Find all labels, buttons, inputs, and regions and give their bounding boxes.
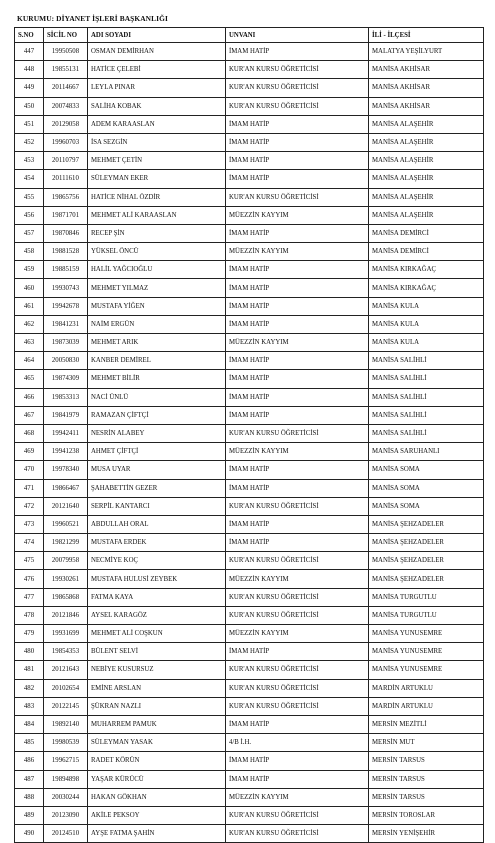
cell-title: İMAM HATİP (226, 224, 369, 242)
table-row (15, 133, 484, 151)
cell-title: İMAM HATİP (226, 115, 369, 133)
cell-location: MANİSA KULA (369, 334, 484, 352)
table-row (15, 424, 484, 442)
cell-no: 483 (15, 697, 44, 715)
cell-sicil: 19978340 (44, 461, 88, 479)
cell-name: İSA SEZGİN (88, 133, 226, 151)
cell-title: İMAM HATİP (226, 515, 369, 533)
table-row (15, 715, 484, 733)
cell-sicil: 19865868 (44, 588, 88, 606)
cell-location: MANİSA DEMİRCİ (369, 243, 484, 261)
cell-sicil: 19873039 (44, 334, 88, 352)
cell-no: 467 (15, 406, 44, 424)
table-row (15, 788, 484, 806)
cell-sicil: 19930261 (44, 570, 88, 588)
cell-sicil: 19942678 (44, 297, 88, 315)
cell-no: 478 (15, 606, 44, 624)
cell-title: İMAM HATİP (226, 43, 369, 61)
cell-title: KUR'AN KURSU ÖĞRETİCİSİ (226, 806, 369, 824)
cell-no: 452 (15, 133, 44, 151)
table-row (15, 43, 484, 61)
cell-location: MERSİN YENİŞEHİR (369, 825, 484, 843)
table-row (15, 825, 484, 843)
cell-sicil: 19854353 (44, 643, 88, 661)
cell-title: MÜEZZİN KAYYIM (226, 334, 369, 352)
cell-title: KUR'AN KURSU ÖĞRETİCİSİ (226, 697, 369, 715)
cell-name: ABDULLAH ORAL (88, 515, 226, 533)
cell-name: MEHMET ÇETİN (88, 152, 226, 170)
cell-location: MANİSA AKHİSAR (369, 97, 484, 115)
cell-location: MANİSA SARUHANLI (369, 443, 484, 461)
cell-no: 475 (15, 552, 44, 570)
cell-title: İMAM HATİP (226, 406, 369, 424)
cell-location: MANİSA SALİHLİ (369, 424, 484, 442)
cell-no: 450 (15, 97, 44, 115)
cell-sicil: 19962715 (44, 752, 88, 770)
cell-no: 490 (15, 825, 44, 843)
cell-title: İMAM HATİP (226, 770, 369, 788)
cell-title: MÜEZZİN KAYYIM (226, 625, 369, 643)
cell-sicil: 19960521 (44, 515, 88, 533)
table-row (15, 552, 484, 570)
table-row (15, 334, 484, 352)
cell-title: KUR'AN KURSU ÖĞRETİCİSİ (226, 552, 369, 570)
cell-name: LEYLA PINAR (88, 79, 226, 97)
table-body (15, 43, 484, 843)
cell-name: YÜKSEL ÖNCÜ (88, 243, 226, 261)
cell-no: 461 (15, 297, 44, 315)
cell-title: KUR'AN KURSU ÖĞRETİCİSİ (226, 97, 369, 115)
cell-no: 474 (15, 534, 44, 552)
cell-title: KUR'AN KURSU ÖĞRETİCİSİ (226, 679, 369, 697)
cell-no: 468 (15, 424, 44, 442)
table-row (15, 406, 484, 424)
cell-name: MEHMET BİLİR (88, 370, 226, 388)
cell-name: EMİNE ARSLAN (88, 679, 226, 697)
cell-location: MERSİN TARSUS (369, 788, 484, 806)
cell-location: MANİSA SALİHLİ (369, 370, 484, 388)
cell-no: 480 (15, 643, 44, 661)
cell-no: 489 (15, 806, 44, 824)
cell-title: MÜEZZİN KAYYIM (226, 570, 369, 588)
cell-sicil: 19865756 (44, 188, 88, 206)
cell-no: 482 (15, 679, 44, 697)
cell-sicil: 20079958 (44, 552, 88, 570)
table-row (15, 388, 484, 406)
cell-sicil: 19980539 (44, 734, 88, 752)
cell-location: MANİSA YUNUSEMRE (369, 661, 484, 679)
cell-sicil: 19821299 (44, 534, 88, 552)
cell-name: SALİHA KOBAK (88, 97, 226, 115)
cell-location: MANİSA YUNUSEMRE (369, 625, 484, 643)
cell-sicil: 19885159 (44, 261, 88, 279)
cell-name: AKİLE PEKSOY (88, 806, 226, 824)
cell-name: HALİL YAĞCIOĞLU (88, 261, 226, 279)
cell-name: RAMAZAN ÇİFTÇİ (88, 406, 226, 424)
cell-location: MANİSA ŞEHZADELER (369, 534, 484, 552)
cell-no: 456 (15, 206, 44, 224)
cell-title: 4/B İ.H. (226, 734, 369, 752)
column-header-name: ADI SOYADI (88, 28, 226, 43)
cell-title: İMAM HATİP (226, 297, 369, 315)
cell-title: KUR'AN KURSU ÖĞRETİCİSİ (226, 588, 369, 606)
table-row (15, 606, 484, 624)
cell-no: 486 (15, 752, 44, 770)
cell-name: NAİM ERGÜN (88, 315, 226, 333)
column-header-title: UNVANI (226, 28, 369, 43)
cell-title: KUR'AN KURSU ÖĞRETİCİSİ (226, 424, 369, 442)
cell-sicil: 20111610 (44, 170, 88, 188)
column-header-no: S.NO (15, 28, 44, 43)
table-row (15, 261, 484, 279)
cell-title: İMAM HATİP (226, 352, 369, 370)
cell-name: ŞÜKRAN NAZLI (88, 697, 226, 715)
cell-no: 460 (15, 279, 44, 297)
cell-no: 465 (15, 370, 44, 388)
cell-no: 455 (15, 188, 44, 206)
cell-location: MANİSA AKHİSAR (369, 79, 484, 97)
cell-no: 464 (15, 352, 44, 370)
cell-location: MANİSA ALAŞEHİR (369, 188, 484, 206)
cell-no: 469 (15, 443, 44, 461)
cell-location: MANİSA ŞEHZADELER (369, 515, 484, 533)
table-row (15, 770, 484, 788)
cell-location: MANİSA KULA (369, 297, 484, 315)
cell-title: İMAM HATİP (226, 715, 369, 733)
table-row (15, 279, 484, 297)
cell-sicil: 19950508 (44, 43, 88, 61)
table-row (15, 243, 484, 261)
cell-location: MANİSA ALAŞEHİR (369, 170, 484, 188)
cell-title: İMAM HATİP (226, 261, 369, 279)
table-row (15, 697, 484, 715)
cell-no: 472 (15, 497, 44, 515)
cell-sicil: 19930743 (44, 279, 88, 297)
table-row (15, 152, 484, 170)
cell-sicil: 20050830 (44, 352, 88, 370)
cell-name: MUHARREM PAMUK (88, 715, 226, 733)
cell-name: SÜLEYMAN YASAK (88, 734, 226, 752)
cell-title: İMAM HATİP (226, 461, 369, 479)
cell-title: KUR'AN KURSU ÖĞRETİCİSİ (226, 188, 369, 206)
cell-location: MANİSA YUNUSEMRE (369, 643, 484, 661)
cell-title: İMAM HATİP (226, 752, 369, 770)
cell-title: KUR'AN KURSU ÖĞRETİCİSİ (226, 606, 369, 624)
table-row (15, 515, 484, 533)
table-row (15, 370, 484, 388)
cell-title: İMAM HATİP (226, 643, 369, 661)
cell-no: 485 (15, 734, 44, 752)
table-header-row (15, 28, 484, 43)
cell-name: YAŞAR KÜRÜCÜ (88, 770, 226, 788)
table-row (15, 97, 484, 115)
institution-heading: KURUMU: DİYANET İŞLERİ BAŞKANLIĞI (17, 14, 168, 23)
cell-title: İMAM HATİP (226, 279, 369, 297)
cell-sicil: 19871701 (44, 206, 88, 224)
cell-title: KUR'AN KURSU ÖĞRETİCİSİ (226, 61, 369, 79)
cell-location: MANİSA SALİHLİ (369, 388, 484, 406)
table-row (15, 224, 484, 242)
cell-name: AHMET ÇİFTÇİ (88, 443, 226, 461)
table-row (15, 115, 484, 133)
cell-name: MUSA UYAR (88, 461, 226, 479)
cell-no: 454 (15, 170, 44, 188)
column-header-sicil: SİCİL NO (44, 28, 88, 43)
cell-name: MUSTAFA HULUSİ ZEYBEK (88, 570, 226, 588)
cell-no: 479 (15, 625, 44, 643)
cell-no: 457 (15, 224, 44, 242)
cell-sicil: 19866467 (44, 479, 88, 497)
table-row (15, 661, 484, 679)
cell-name: NECMİYE KOÇ (88, 552, 226, 570)
cell-sicil: 19931699 (44, 625, 88, 643)
cell-name: NEBİYE KUSURSUZ (88, 661, 226, 679)
cell-title: MÜEZZİN KAYYIM (226, 206, 369, 224)
cell-name: MEHMET ARIK (88, 334, 226, 352)
cell-sicil: 19870846 (44, 224, 88, 242)
cell-name: FATMA KAYA (88, 588, 226, 606)
cell-location: MANİSA ALAŞEHİR (369, 115, 484, 133)
cell-sicil: 19855131 (44, 61, 88, 79)
cell-name: ŞAHABETTİN GEZER (88, 479, 226, 497)
column-header-location: İLİ - İLÇESİ (369, 28, 484, 43)
cell-location: MANİSA ŞEHZADELER (369, 570, 484, 588)
cell-sicil: 19941238 (44, 443, 88, 461)
cell-sicil: 20124510 (44, 825, 88, 843)
table-row (15, 188, 484, 206)
table-row (15, 79, 484, 97)
cell-no: 477 (15, 588, 44, 606)
cell-location: MERSİN MEZİTLİ (369, 715, 484, 733)
cell-sicil: 19841231 (44, 315, 88, 333)
cell-location: MANİSA SALİHLİ (369, 352, 484, 370)
cell-no: 449 (15, 79, 44, 97)
cell-name: RADET KÖRÜN (88, 752, 226, 770)
cell-title: KUR'AN KURSU ÖĞRETİCİSİ (226, 79, 369, 97)
cell-no: 473 (15, 515, 44, 533)
table-row (15, 352, 484, 370)
cell-location: MANİSA SOMA (369, 479, 484, 497)
table-row (15, 170, 484, 188)
table-row (15, 734, 484, 752)
cell-title: İMAM HATİP (226, 152, 369, 170)
table-row (15, 806, 484, 824)
cell-no: 462 (15, 315, 44, 333)
cell-no: 476 (15, 570, 44, 588)
cell-title: İMAM HATİP (226, 479, 369, 497)
cell-sicil: 19874309 (44, 370, 88, 388)
cell-name: KANBER DEMİREL (88, 352, 226, 370)
cell-name: NACİ ÜNLÜ (88, 388, 226, 406)
cell-name: SERPİL KANTARCI (88, 497, 226, 515)
cell-no: 459 (15, 261, 44, 279)
cell-name: BÜLENT SELVİ (88, 643, 226, 661)
cell-no: 487 (15, 770, 44, 788)
cell-location: MANİSA KIRKAĞAÇ (369, 261, 484, 279)
cell-location: MALATYA YEŞİLYURT (369, 43, 484, 61)
cell-no: 471 (15, 479, 44, 497)
cell-name: MEHMET ALİ KARAASLAN (88, 206, 226, 224)
cell-no: 466 (15, 388, 44, 406)
cell-name: MUSTAFA YİĞEN (88, 297, 226, 315)
cell-title: MÜEZZİN KAYYIM (226, 443, 369, 461)
cell-name: HATİCE NİHAL ÖZDİR (88, 188, 226, 206)
cell-name: HAKAN GÖKHAN (88, 788, 226, 806)
table-row (15, 497, 484, 515)
cell-sicil: 20123090 (44, 806, 88, 824)
table-row (15, 461, 484, 479)
cell-location: MANİSA KIRKAĞAÇ (369, 279, 484, 297)
cell-name: MEHMET YILMAZ (88, 279, 226, 297)
cell-location: MANİSA SOMA (369, 497, 484, 515)
table-row (15, 679, 484, 697)
cell-location: MERSİN MUT (369, 734, 484, 752)
cell-sicil: 20102654 (44, 679, 88, 697)
cell-sicil: 19881528 (44, 243, 88, 261)
cell-name: ADEM KARAASLAN (88, 115, 226, 133)
cell-location: MANİSA SOMA (369, 461, 484, 479)
cell-name: OSMAN DEMİRHAN (88, 43, 226, 61)
cell-location: MANİSA TURGUTLU (369, 606, 484, 624)
personnel-table (14, 27, 484, 843)
table-row (15, 570, 484, 588)
table-row (15, 534, 484, 552)
cell-sicil: 20074833 (44, 97, 88, 115)
cell-sicil: 20121640 (44, 497, 88, 515)
cell-location: MERSİN TARSUS (369, 752, 484, 770)
cell-name: MEHMET ALİ COŞKUN (88, 625, 226, 643)
table-row (15, 61, 484, 79)
cell-sicil: 20110797 (44, 152, 88, 170)
table-row (15, 752, 484, 770)
cell-location: MERSİN TARSUS (369, 770, 484, 788)
cell-location: MARDİN ARTUKLU (369, 679, 484, 697)
cell-no: 484 (15, 715, 44, 733)
table-row (15, 625, 484, 643)
cell-sicil: 19853313 (44, 388, 88, 406)
cell-name: AYŞE FATMA ŞAHİN (88, 825, 226, 843)
cell-title: İMAM HATİP (226, 133, 369, 151)
cell-no: 451 (15, 115, 44, 133)
cell-location: MANİSA ALAŞEHİR (369, 206, 484, 224)
cell-no: 448 (15, 61, 44, 79)
cell-location: MANİSA TURGUTLU (369, 588, 484, 606)
cell-title: İMAM HATİP (226, 370, 369, 388)
cell-sicil: 19894898 (44, 770, 88, 788)
cell-no: 453 (15, 152, 44, 170)
table-row (15, 479, 484, 497)
cell-location: MANİSA ALAŞEHİR (369, 152, 484, 170)
cell-no: 488 (15, 788, 44, 806)
cell-no: 458 (15, 243, 44, 261)
cell-name: RECEP ŞİN (88, 224, 226, 242)
cell-sicil: 20030244 (44, 788, 88, 806)
cell-name: MUSTAFA ERDEK (88, 534, 226, 552)
cell-name: AYSEL KARAGÖZ (88, 606, 226, 624)
table-row (15, 315, 484, 333)
cell-location: MERSİN TOROSLAR (369, 806, 484, 824)
table-row (15, 588, 484, 606)
cell-name: SÜLEYMAN EKER (88, 170, 226, 188)
cell-location: MANİSA SALİHLİ (369, 406, 484, 424)
cell-title: MÜEZZİN KAYYIM (226, 243, 369, 261)
cell-no: 447 (15, 43, 44, 61)
cell-title: İMAM HATİP (226, 534, 369, 552)
cell-name: HATİCE ÇELEBİ (88, 61, 226, 79)
cell-sicil: 19841979 (44, 406, 88, 424)
cell-title: İMAM HATİP (226, 170, 369, 188)
cell-name: NESRİN ALABEY (88, 424, 226, 442)
table-row (15, 297, 484, 315)
cell-location: MANİSA KULA (369, 315, 484, 333)
cell-title: KUR'AN KURSU ÖĞRETİCİSİ (226, 661, 369, 679)
cell-sicil: 20122145 (44, 697, 88, 715)
cell-sicil: 19892140 (44, 715, 88, 733)
cell-sicil: 20114667 (44, 79, 88, 97)
cell-sicil: 20129058 (44, 115, 88, 133)
cell-title: MÜEZZİN KAYYIM (226, 788, 369, 806)
cell-sicil: 20121846 (44, 606, 88, 624)
cell-location: MARDİN ARTUKLU (369, 697, 484, 715)
cell-location: MANİSA ALAŞEHİR (369, 133, 484, 151)
table-row (15, 443, 484, 461)
cell-no: 470 (15, 461, 44, 479)
cell-title: İMAM HATİP (226, 388, 369, 406)
cell-title: İMAM HATİP (226, 315, 369, 333)
table-row (15, 643, 484, 661)
cell-no: 481 (15, 661, 44, 679)
cell-title: KUR'AN KURSU ÖĞRETİCİSİ (226, 825, 369, 843)
cell-sicil: 20121643 (44, 661, 88, 679)
table-row (15, 206, 484, 224)
cell-no: 463 (15, 334, 44, 352)
cell-sicil: 19960703 (44, 133, 88, 151)
cell-location: MANİSA ŞEHZADELER (369, 552, 484, 570)
cell-sicil: 19942411 (44, 424, 88, 442)
cell-location: MANİSA AKHİSAR (369, 61, 484, 79)
cell-title: KUR'AN KURSU ÖĞRETİCİSİ (226, 497, 369, 515)
cell-location: MANİSA DEMİRCİ (369, 224, 484, 242)
